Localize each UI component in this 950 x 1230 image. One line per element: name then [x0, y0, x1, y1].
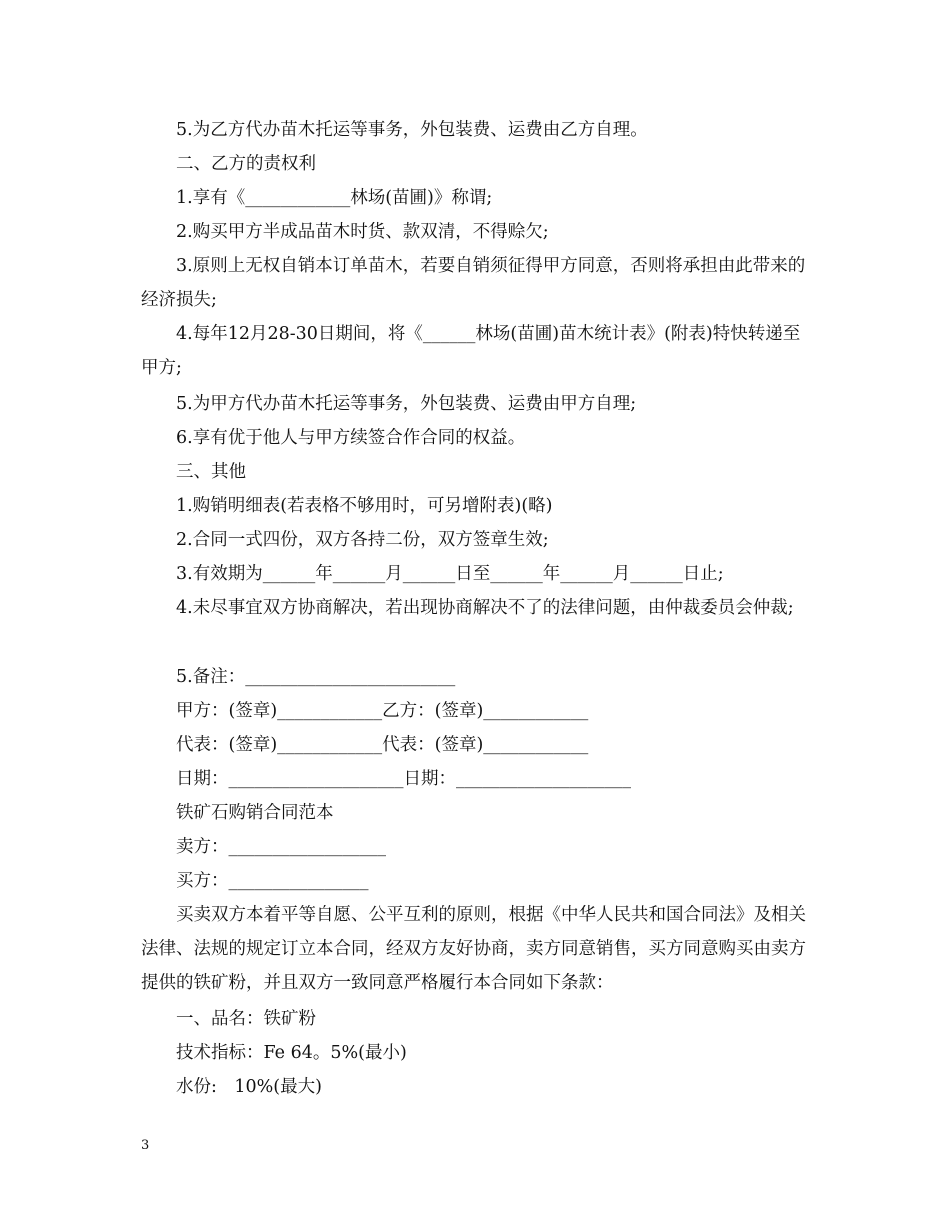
signature-line: 甲方：(签章)____________乙方：(签章)____________ — [176, 701, 589, 721]
document-title: 铁矿石购销合同范本 — [176, 803, 334, 823]
text-line: 6.享有优于他人与甲方续签合作合同的权益。 — [176, 428, 526, 448]
text-paragraph: 4.未尽事宜双方协商解决，若出现协商解决不了的法律问题，由仲裁委员会仲裁; — [176, 598, 794, 618]
page-number: 3 — [141, 1138, 150, 1153]
representative-line: 代表：(签章)____________代表：(签章)____________ — [176, 735, 589, 755]
text-line: 3.有效期为______年______月______日至______年______月______日止; — [176, 564, 724, 584]
section-heading: 三、其他 — [176, 462, 246, 482]
moisture-line: 水份: 10%(最大) — [176, 1077, 322, 1097]
section-heading: 二、乙方的责权利 — [176, 154, 316, 174]
text-line: 1.购销明细表(若表格不够用时，可另增附表)(略) — [176, 496, 553, 516]
text-line: 2.购买甲方半成品苗木时货、款双清，不得赊欠; — [176, 222, 549, 242]
text-paragraph: 4.每年12月28-30日期间，将《______林场(苗圃)苗木统计表》(附表)特快转递至甲方; — [141, 324, 801, 378]
text-paragraph: 买卖双方本着平等自愿、公平互利的原则，根据《中华人民共和国合同法》及相关法律、法规的规定订立本合同，经双方友好协商，卖方同意销售，买方同意购买由卖方提供的铁矿粉，并且双方一致同意严格履行本合同如下条款： — [141, 905, 806, 993]
date-line: 日期：____________________日期：____________________ — [176, 769, 631, 789]
remarks-line: 5.备注：________________________ — [176, 667, 456, 687]
text-paragraph: 3.原则上无权自销本订单苗木，若要自销须征得甲方同意，否则将承担由此带来的经济损失; — [141, 256, 806, 310]
text-line: 2.合同一式四份，双方各持二份，双方签章生效; — [176, 530, 549, 550]
spec-line: 技术指标：Fe 64。5%(最小) — [176, 1043, 407, 1063]
buyer-line: 买方：________________ — [176, 871, 369, 891]
seller-line: 卖方：__________________ — [176, 837, 386, 857]
text-line: 5.为乙方代办苗木托运等事务，外包装费、运费由乙方自理。 — [176, 120, 648, 140]
text-line: 1.享有《____________林场(苗圃)》称谓; — [176, 188, 493, 208]
text-line: 5.为甲方代办苗木托运等事务，外包装费、运费由甲方自理; — [176, 394, 637, 414]
product-name-line: 一、品名：铁矿粉 — [176, 1009, 316, 1029]
